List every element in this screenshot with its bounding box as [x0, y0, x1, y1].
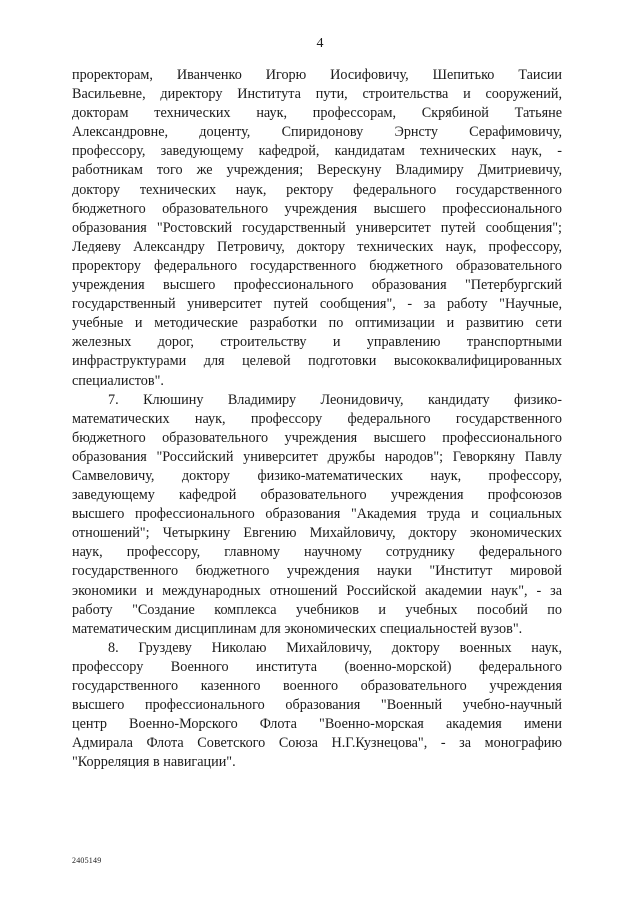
text-line: бюджетного образовательного учреждения высшего профессионального: [72, 429, 562, 446]
text-line: государственный университет путей сообщения", - за работу "Научные,: [72, 296, 562, 313]
text-line: инфраструктурами для целевой подготовки высококвалифицированных: [72, 353, 562, 370]
text-line: Ледяеву Александру Петровичу, доктору технических наук, профессору,: [72, 238, 562, 255]
text-line: 8. Груздеву Николаю Михайловичу, доктору военных наук,: [108, 639, 562, 656]
text-line: профессору, заведующему кафедрой, кандидатам технических наук, -: [72, 143, 562, 160]
decree-body-text: [72, 66, 562, 772]
text-line: высшего профессионального образования "Академия труда и социальных: [72, 506, 562, 523]
text-line: образования "Российский университет дружбы народов"; Геворкяну Павлу: [72, 448, 562, 465]
text-line: государственного бюджетного учреждения науки "Институт мировой: [72, 563, 562, 580]
text-line: наук, профессору, главному научному сотруднику федерального: [72, 544, 562, 561]
document-code: 2405149: [72, 856, 102, 865]
text-line: специалистов".: [72, 372, 164, 389]
text-line: экономики и международных отношений Российской академии наук", - за: [72, 582, 562, 599]
text-line: учебные и методические разработки по оптимизации и развитию сети: [72, 315, 562, 332]
text-line: Самвеловичу, доктору физико-математических наук, профессору,: [72, 467, 562, 484]
text-line: докторам технических наук, профессорам, Скрябиной Татьяне: [72, 105, 562, 122]
text-line: Адмирала Флота Советского Союза Н.Г.Кузнецова", - за монографию: [72, 735, 562, 752]
text-line: доктору технических наук, ректору федерального государственного: [72, 181, 562, 198]
text-line: математическим дисциплинам для экономических специальностей вузов".: [72, 620, 523, 637]
text-line: работникам того же учреждения; Верескуну Владимиру Дмитриевичу,: [72, 162, 562, 179]
text-line: образования "Ростовский государственный университет путей сообщения";: [72, 219, 562, 236]
text-line: математических наук, профессору федерального государственного: [72, 410, 562, 427]
text-line: Васильевне, директору Института пути, строительства и сооружений,: [72, 86, 562, 103]
text-line: проректору федерального государственного бюджетного образовательного: [72, 257, 562, 274]
text-line: учреждения высшего профессионального образования "Петербургский: [72, 277, 562, 294]
text-line: центр Военно-Морского Флота "Военно-морская академия имени: [72, 716, 562, 733]
page-number: 4: [316, 36, 324, 51]
text-line: Александровне, доценту, Спиридонову Эрнсту Серафимовичу,: [72, 124, 562, 141]
text-line: 7. Клюшину Владимиру Леонидовичу, кандидату физико-: [108, 391, 562, 408]
text-line: высшего профессионального образования "Военный учебно-научный: [72, 697, 562, 714]
text-line: заведующему кафедрой образовательного учреждения профсоюзов: [72, 487, 562, 504]
text-line: железных дорог, строительству и управлению транспортными: [72, 334, 562, 351]
text-line: бюджетного образовательного учреждения высшего профессионального: [72, 200, 562, 217]
text-line: государственного казенного военного образовательного учреждения: [72, 678, 562, 694]
text-line: работу "Создание комплекса учебников и учебных пособий по: [72, 601, 562, 618]
text-line: "Корреляция в навигации".: [72, 754, 236, 771]
text-line: проректорам, Иванченко Игорю Иосифовичу, Шепитько Таисии: [72, 67, 562, 83]
text-line: отношений"; Четыркину Евгению Михайловичу, доктору экономических: [72, 525, 562, 542]
text-line: профессору Военного института (военно-морской) федерального: [72, 658, 562, 675]
